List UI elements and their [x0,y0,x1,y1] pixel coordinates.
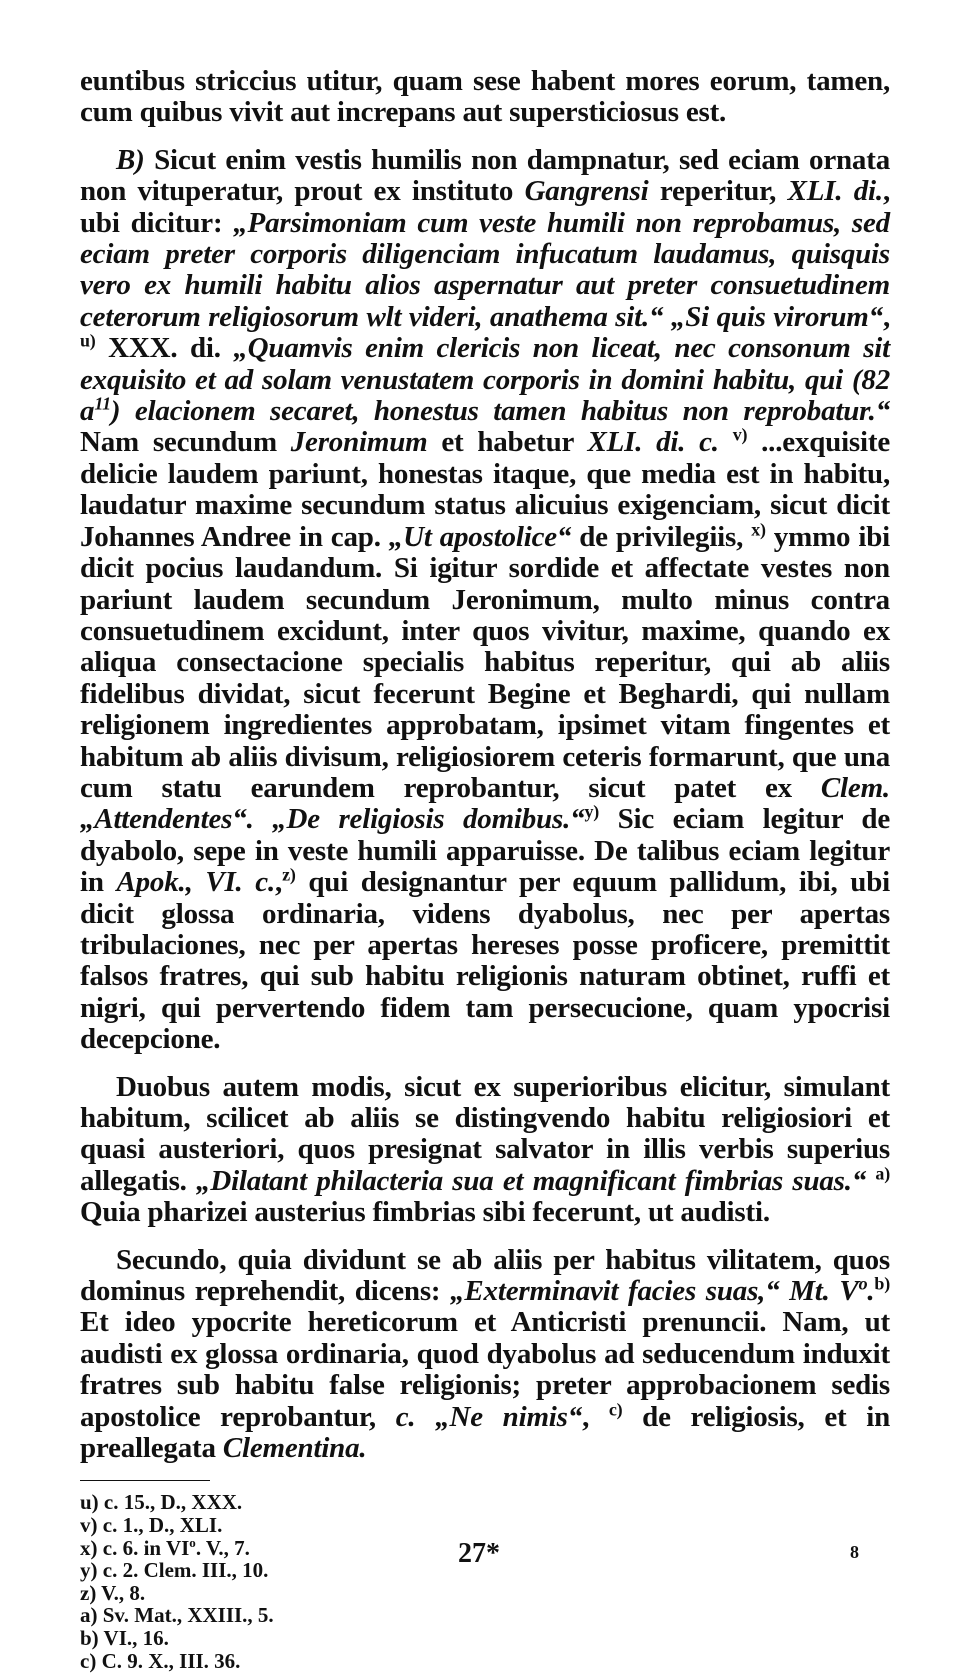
footnote-u: u) c. 15., D., XXX. [80,1490,243,1515]
footnote-a: a) Sv. Mat., XXIII., 5. [80,1603,274,1628]
paragraph-b-vestis: B) Sicut enim vestis humilis non dampnatur, sed eciam ornata non vituperatur, prout ex instituto Gangrensi reperitur, XLI. di., ubi dicitur: „Parsimoniam cum veste humili non reprobamus, sed eciam preter corporis diligenciam infucatum laudamus, quisquis vero ex humili habitu alios aspernatur aut preter consuetudinem ceterorum religiosorum wlt videri, anathema sit.“ „Si quis virorum“, $^{u)}$ XXX. di. „Quamvis enim clericis non liceat, nec consonum sit exquisito et ad solam venustatem corporis in domini habitu, qui (82 $a^{11}$) elacionem secaret, honestus tamen habitus non reprobatur.“ Nam secundum Jeronimum et habetur XLI. di. c. $^{v)}$ ...exquisite delicie laudem pariunt, honestas itaque, que media est in habitu, laudatur maxime secundum status alicuius exigenciam, sicut dicit Johannes Andree in cap. „Ut apostolice“ de privilegiis, $^{x)}$ ymmo ibi dicit pocius laudandum. Si igitur sordide et affectate vestes non pariunt laudem secundum Jeronimum, multo minus contra consuetudinem excidunt, inter quos vivitur, maxime, quando ex aliqua consectacione specialis habitus reperitur, qui ab aliis fidelibus dividat, sicut fecerunt Begine et Beghardi, qui nullam religionem ingredientes approbatam, ipsimet vitam fingentes et habitum ab aliis divisum, religiosiorem ceteris formarunt, que una cum statu earundem reprobantur, sicut patet ex Clem. „Attendentes“. „De religiosis domibus.“$^{y)}$ Sic eciam legitur de dyabolo, sepe in veste humili apparuisse. De talibus eciam legitur in Apok., VI. c.,$^{z)}$ qui designantur per equum pallidum, ibi, ubi dicit glossa ordinaria, videns dyabolus, nec per apertas tribulaciones, nec per apertas hereses posse proficere, premittit falsos fratres, qui sub habitu religionis naturam obtinet, ruffi et nigri, qui pervertendo fidem tam persecucione, quam ypocrisi decepcione. [80,143,891,1056]
page-body [80,66,890,1672]
footnote-y: y) c. 2. Clem. III., 10. [80,1558,269,1583]
footnote-b: b) VI., 16. [80,1626,169,1651]
page-number: 27* [458,1538,500,1569]
paragraph-secundo: Secundo, quia dividunt se ab aliis per habitus vilitatem, quos dominus reprehendit, dicens: „Exterminavit facies suas,“ Mt. $V^o.^{b)}$ Et ideo ypocrite hereticorum et Anticristi prenuncii. Nam, ut audisti ex glossa ordinaria, quod dyabolus ad seducendum induxit fratres sub habitu false religionis; preter approbacionem sedis apostolice reprobantur, c. „Ne nimis“, $^{c)}$ de religiosis, et in preallegata Clementina. [80,1243,891,1465]
paragraph-continuation: euntibus striccius utitur, quam sese habent mores eorum, tamen, cum quibus vivit aut increpans aut supersticiosus est. [80,65,890,129]
footnote-z: z) V., 8. [80,1580,146,1605]
footnote-divider [80,1480,210,1481]
footnote-x: x) c. 6. in $VI^o$. V., 7. [80,1534,250,1560]
paragraph-duobus-modis: Duobus autem modis, sicut ex superioribus elicitur, simulant habitum, scilicet ab aliis se distingvendo habitu religiosiori et quasi austeriori, quos presignat salvator in illis verbis superius allegatis. „Dilatant philacteria sua et magnificant fimbrias suas.“ $^{a)}$ Quia pharizei austerius fimbrias sibi fecerunt, ut audisti. [80,1070,890,1229]
footnote-v: v) c. 1., D., XLI. [80,1513,223,1538]
footnote-c: c) C. 9. X., III. 36. [80,1648,241,1673]
signature-mark: 8 [850,1542,859,1562]
footnotes [80,1491,890,1672]
